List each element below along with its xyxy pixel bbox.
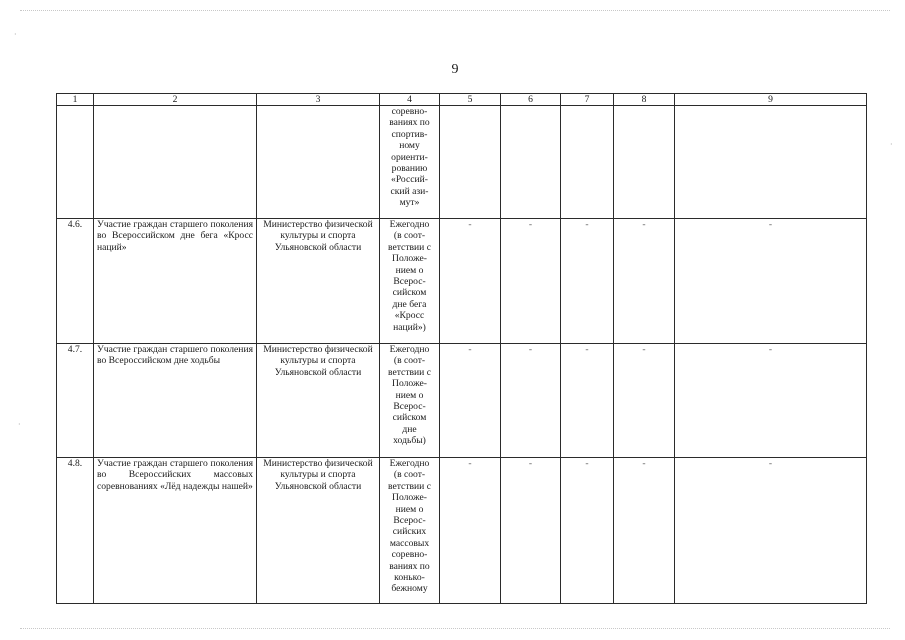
column-header: 7 [561, 94, 614, 106]
column-header: 6 [501, 94, 561, 106]
item-number [57, 106, 94, 219]
value-cell: - [501, 219, 561, 344]
executor-cell: Министерство физической культуры и спорта Ульяновской области [257, 344, 380, 458]
value-cell: - [561, 219, 614, 344]
scan-speck: · [14, 30, 17, 39]
column-header: 9 [675, 94, 867, 106]
activity-cell: Участие граждан старшего поколения во Всероссийском дне бега «Кросс наций» [94, 219, 257, 344]
scan-edge-top [20, 10, 890, 12]
column-header: 3 [257, 94, 380, 106]
table-row [57, 106, 867, 219]
column-header: 2 [94, 94, 257, 106]
value-cell [675, 106, 867, 219]
value-cell: - [614, 344, 675, 458]
value-cell: - [440, 458, 501, 604]
value-cell: - [561, 344, 614, 458]
activity-cell [94, 106, 257, 219]
activity-cell: Участие граждан старшего поколения во Всероссийских массовых соревнованиях «Лёд надежды нашей» [94, 458, 257, 604]
value-cell: - [675, 219, 867, 344]
value-cell [561, 106, 614, 219]
value-cell [440, 106, 501, 219]
measures-table [56, 93, 867, 604]
executor-cell [257, 106, 380, 219]
term-cell: соревно- ваниях по спортив- ному ориенти- рованию «Россий- ский ази- мут» [380, 106, 440, 219]
value-cell: - [440, 219, 501, 344]
value-cell: - [675, 344, 867, 458]
value-cell [614, 106, 675, 219]
value-cell: - [501, 458, 561, 604]
value-cell: - [501, 344, 561, 458]
executor-cell: Министерство физической культуры и спорта Ульяновской области [257, 219, 380, 344]
item-number: 4.8. [57, 458, 94, 604]
table-row [57, 219, 867, 344]
column-header: 4 [380, 94, 440, 106]
table-row [57, 458, 867, 604]
activity-cell: Участие граждан старшего поколения во Всероссийском дне ходьбы [94, 344, 257, 458]
scan-speck: · [18, 420, 21, 429]
table-header-row [57, 94, 867, 106]
value-cell [501, 106, 561, 219]
table-row [57, 344, 867, 458]
column-header: 8 [614, 94, 675, 106]
value-cell: - [561, 458, 614, 604]
scan-edge-bottom [20, 628, 890, 630]
column-header: 5 [440, 94, 501, 106]
term-cell: Ежегодно (в соот- ветствии с Положе- нием о Всерос- сийских массовых соревно- ваниях по конько- бежному [380, 458, 440, 604]
item-number: 4.7. [57, 344, 94, 458]
value-cell: - [675, 458, 867, 604]
page-number: 9 [451, 62, 459, 77]
executor-cell: Министерство физической культуры и спорта Ульяновской области [257, 458, 380, 604]
term-cell: Ежегодно (в соот- ветствии с Положе- нием о Всерос- сийском дне бега «Кросс наций») [380, 219, 440, 344]
scan-speck: · [890, 140, 893, 149]
value-cell: - [614, 458, 675, 604]
column-header: 1 [57, 94, 94, 106]
value-cell: - [614, 219, 675, 344]
item-number: 4.6. [57, 219, 94, 344]
value-cell: - [440, 344, 501, 458]
term-cell: Ежегодно (в соот- ветствии с Положе- нием о Всерос- сийском дне ходьбы) [380, 344, 440, 458]
